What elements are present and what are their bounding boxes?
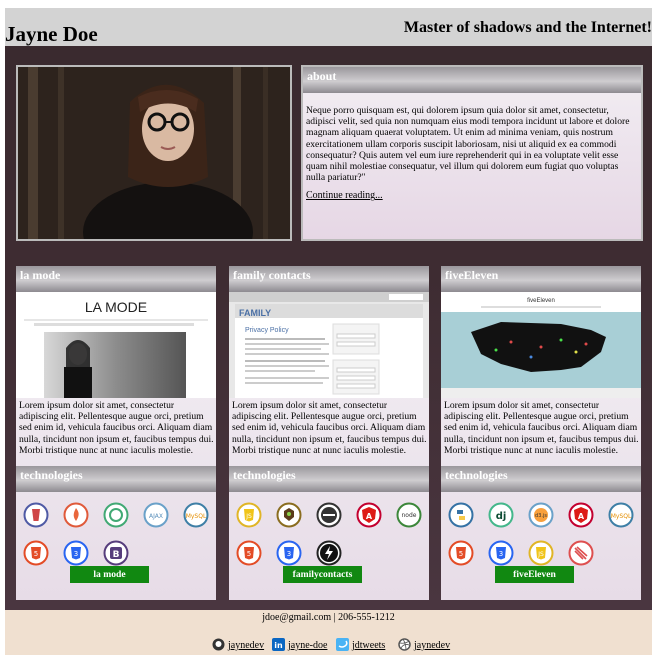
angular-icon [568, 502, 594, 528]
svg-text:A: A [365, 512, 373, 521]
express-icon [316, 502, 342, 528]
footer [5, 610, 652, 655]
brunch-icon [63, 502, 89, 528]
svg-text:3: 3 [286, 550, 292, 558]
svg-text:JS: JS [538, 551, 544, 558]
html5-icon [23, 540, 49, 566]
twitter-link[interactable] [336, 638, 385, 651]
project-description: Lorem ipsum dolor sit amet, consectetur adipiscing elit. Pellentesque augue orci, pretium sed enim id, vehicula faucibus orci. Aliquam diam nulla, tincidunt non ipsum et, faucibus tempus dui. Morbi tristique nunc at nunc iaculis molestie. [19, 400, 214, 456]
bootstrap-icon [103, 540, 129, 566]
svg-text:B: B [112, 550, 120, 560]
svg-text:5: 5 [33, 550, 39, 558]
vue-icon [103, 502, 129, 528]
project-description: Lorem ipsum dolor sit amet, consectetur adipiscing elit. Pellentesque augue orci, pretium sed enim id, vehicula faucibus orci. Aliquam diam nulla, tincidunt non ipsum et, faucibus tempus dui. Morbi tristique nunc at nunc iaculis molestie. [444, 400, 639, 456]
javascript-icon [528, 540, 554, 566]
github-icon [212, 638, 225, 651]
svg-text:5: 5 [458, 550, 464, 558]
fiveeleven-button[interactable]: fiveEleven [495, 566, 574, 583]
css3-icon [63, 540, 89, 566]
svg-text:5: 5 [246, 550, 252, 558]
d3-icon [528, 502, 554, 528]
project-screenshot [229, 292, 429, 398]
css3-icon [488, 540, 514, 566]
project-title: family contacts [229, 266, 429, 292]
gulp-icon [23, 502, 49, 528]
dribbble-icon [398, 638, 411, 651]
css3-icon [276, 540, 302, 566]
project-card-fiveeleven [441, 266, 641, 600]
screenshot-subheading: Privacy Policy [245, 327, 289, 334]
svg-text:MySQL: MySQL [610, 513, 632, 520]
project-title: fiveEleven [441, 266, 641, 292]
svg-text:A: A [577, 512, 585, 521]
electron-icon [316, 540, 342, 566]
python-icon [448, 502, 474, 528]
project-screenshot [441, 292, 641, 398]
project-description: Lorem ipsum dolor sit amet, consectetur adipiscing elit. Pellentesque augue orci, pretium sed enim id, vehicula faucibus orci. Aliquam diam nulla, tincidunt non ipsum et, faucibus tempus dui. Morbi tristique nunc at nunc iaculis molestie. [232, 400, 427, 456]
technologies-title: technologies [229, 466, 429, 492]
technologies-title: technologies [16, 466, 216, 492]
page [5, 8, 652, 655]
twitter-link-label: jdtweets [352, 640, 386, 651]
github-link[interactable] [212, 638, 264, 651]
svg-text:3: 3 [498, 550, 504, 558]
project-title: la mode [16, 266, 216, 292]
svg-text:MySQL: MySQL [185, 513, 207, 520]
html5-icon [448, 540, 474, 566]
about-title: about [303, 67, 641, 93]
angular-icon [356, 502, 382, 528]
header [5, 8, 652, 46]
javascript-icon [236, 502, 262, 528]
twitter-icon [336, 638, 349, 651]
tagline: Master of shadows and the Internet! [403, 19, 652, 36]
svg-text:3: 3 [73, 550, 79, 558]
svg-text:AJAX: AJAX [149, 513, 163, 520]
technologies-title: technologies [441, 466, 641, 492]
html5-icon [236, 540, 262, 566]
about-panel [301, 65, 643, 241]
svg-text:in: in [274, 641, 283, 650]
svg-text:dj: dj [495, 511, 507, 522]
site-name: Jayne Doe [5, 22, 98, 46]
main-section [5, 46, 652, 610]
dribbble-link[interactable] [398, 638, 450, 651]
svg-text:node: node [401, 512, 417, 519]
project-card-family-contacts [229, 266, 429, 600]
django-icon [488, 502, 514, 528]
ajax-icon [143, 502, 169, 528]
about-text: Neque porro quisquam est, qui dolorem ipsum quia dolor sit amet, consectetur, adipisci velit, sed quia non numquam eius modi tempora incidunt ut labore et dolore magnam aliquam quaerat voluptatem. Ut enim ad minima veniam, quis nostrum exercitationem ullam corporis suscipit laboriosam, nisi ut aliquid ex ea commodi consequatur? Quis autem vel eum iure reprehenderit qui in ea voluptate velit esse quam nihil molestiae consequatur, vel illum qui dolorem eum fugiat quo voluptas nulla pariatur?" [306, 105, 630, 184]
mysql-icon [183, 502, 209, 528]
continue-reading-link[interactable]: Continue reading... [306, 190, 383, 202]
svg-text:JS: JS [246, 513, 252, 520]
contact-info: jdoe@gmail.com | 206-555-1212 [262, 612, 395, 623]
node-icon [396, 502, 422, 528]
screenshot-heading: FAMILY [239, 308, 272, 318]
project-card-la-mode [16, 266, 216, 600]
screenshot-heading: LA MODE [84, 299, 148, 315]
project-screenshot [16, 292, 216, 398]
dribbble-link-label: jaynedev [414, 640, 451, 651]
screenshot-heading: fiveEleven [527, 298, 555, 304]
mysql-icon [608, 502, 634, 528]
svg-text:d3.js: d3.js [535, 513, 547, 519]
github-link-label: jaynedev [228, 640, 265, 651]
mongoose-icon [276, 502, 302, 528]
linkedin-link[interactable] [272, 638, 327, 651]
familycontacts-button[interactable]: familycontacts [283, 566, 362, 583]
profile-photo [16, 65, 292, 241]
linkedin-icon [272, 638, 285, 651]
linkedin-link-label: jayne-doe [288, 640, 328, 651]
meteor-icon [568, 540, 594, 566]
la-mode-button[interactable]: la mode [70, 566, 149, 583]
